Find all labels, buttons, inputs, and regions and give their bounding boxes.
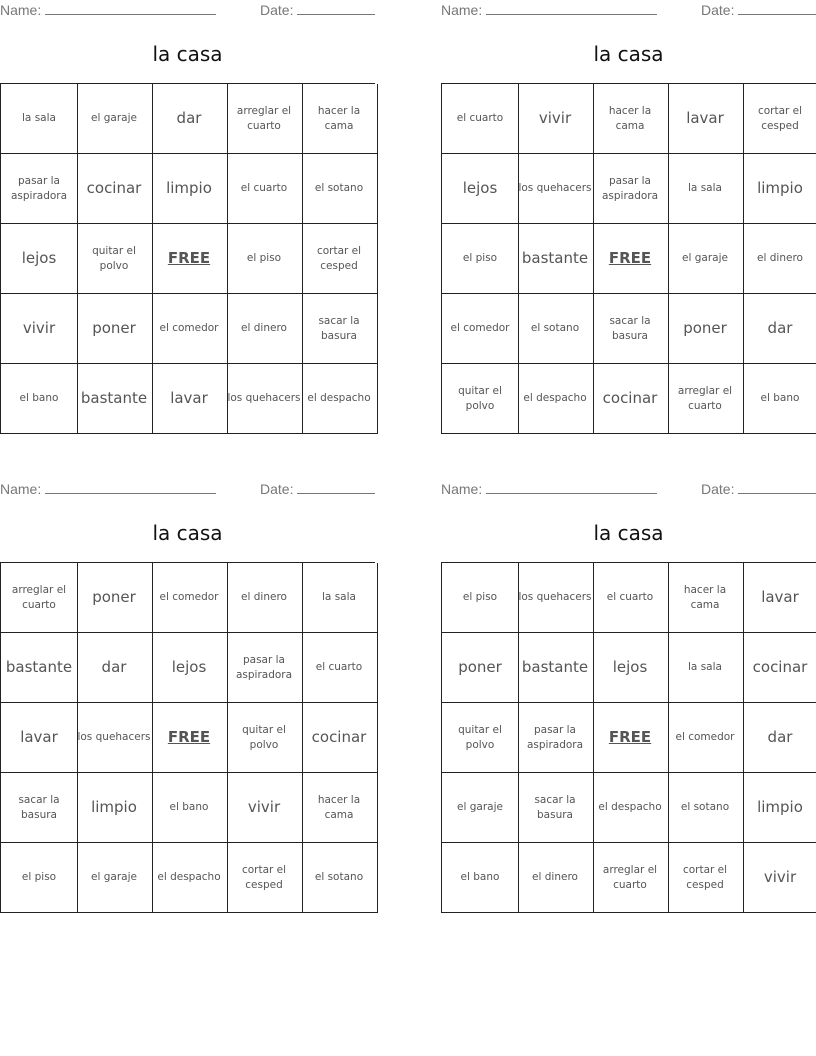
bingo-cell bbox=[1, 563, 78, 633]
free-space bbox=[151, 224, 228, 294]
cell-text: cocinar bbox=[311, 728, 367, 746]
cell-text: el despacho bbox=[523, 392, 587, 404]
bingo-cell bbox=[517, 224, 594, 294]
bingo-card bbox=[0, 479, 375, 919]
cell-text: cortar el cesped bbox=[682, 863, 728, 891]
bingo-cell bbox=[151, 154, 228, 224]
name-label: Name: bbox=[0, 2, 42, 18]
cell-text: el comedor bbox=[159, 322, 219, 334]
bingo-cell bbox=[151, 773, 228, 843]
bingo-cell bbox=[76, 294, 153, 364]
bingo-cell bbox=[667, 773, 744, 843]
bingo-cell bbox=[592, 364, 669, 434]
cell-text: lavar bbox=[761, 588, 799, 606]
cell-text: el dinero bbox=[757, 252, 803, 264]
cell-text: sacar la basura bbox=[534, 793, 576, 821]
cell-text: FREE bbox=[608, 249, 652, 267]
cell-text: el sotano bbox=[314, 182, 364, 194]
bingo-cell bbox=[442, 364, 519, 434]
bingo-cell bbox=[442, 843, 519, 913]
bingo-cell bbox=[301, 84, 378, 154]
cell-text: la sala bbox=[688, 182, 722, 194]
bingo-cell bbox=[151, 294, 228, 364]
cell-text: poner bbox=[92, 588, 136, 606]
cell-text: el comedor bbox=[450, 322, 510, 334]
name-field bbox=[0, 2, 216, 18]
bingo-cell bbox=[1, 633, 78, 703]
bingo-cell bbox=[76, 563, 153, 633]
bingo-cell bbox=[226, 563, 303, 633]
bingo-cell bbox=[1, 154, 78, 224]
bingo-cell bbox=[226, 633, 303, 703]
name-line bbox=[486, 2, 657, 15]
cell-text: quitar el polvo bbox=[242, 723, 286, 751]
cell-text: el garaje bbox=[682, 252, 728, 264]
cell-text: el despacho bbox=[598, 801, 662, 813]
bingo-cell bbox=[667, 703, 744, 773]
cell-text: el garaje bbox=[91, 871, 137, 883]
cell-text: la sala bbox=[688, 661, 722, 673]
cell-text: sacar la basura bbox=[609, 314, 651, 342]
cell-text: vivir bbox=[22, 319, 56, 337]
bingo-card bbox=[0, 0, 375, 440]
bingo-cell bbox=[592, 563, 669, 633]
cell-text: los quehacers bbox=[518, 591, 592, 603]
bingo-cell bbox=[76, 84, 153, 154]
bingo-cell bbox=[151, 633, 228, 703]
cell-text: arreglar el cuarto bbox=[11, 583, 67, 611]
date-label: Date: bbox=[260, 481, 294, 497]
bingo-cell bbox=[151, 843, 228, 913]
bingo-cell bbox=[667, 633, 744, 703]
bingo-cell bbox=[742, 773, 816, 843]
bingo-cell bbox=[442, 84, 519, 154]
bingo-cell bbox=[76, 224, 153, 294]
bingo-cell bbox=[667, 224, 744, 294]
bingo-cell bbox=[76, 154, 153, 224]
bingo-cell bbox=[517, 843, 594, 913]
bingo-cell bbox=[742, 84, 816, 154]
cell-text: pasar la aspiradora bbox=[526, 723, 584, 751]
cell-text: arreglar el cuarto bbox=[677, 384, 733, 412]
cell-text: el piso bbox=[21, 871, 57, 883]
cell-text: el bano bbox=[460, 871, 500, 883]
cell-text: lejos bbox=[171, 658, 207, 676]
cell-text: bastante bbox=[521, 658, 589, 676]
date-line bbox=[297, 2, 375, 15]
bingo-cell bbox=[301, 563, 378, 633]
cell-text: dar bbox=[767, 728, 793, 746]
name-label: Name: bbox=[0, 481, 42, 497]
date-line bbox=[738, 481, 816, 494]
bingo-cell bbox=[226, 84, 303, 154]
cell-text: el piso bbox=[462, 591, 498, 603]
date-line bbox=[738, 2, 816, 15]
name-date-row bbox=[0, 481, 375, 499]
bingo-cell bbox=[742, 224, 816, 294]
bingo-cell bbox=[226, 843, 303, 913]
cell-text: poner bbox=[92, 319, 136, 337]
cell-text: cortar el cesped bbox=[757, 104, 803, 132]
bingo-cell bbox=[1, 843, 78, 913]
bingo-cell bbox=[301, 154, 378, 224]
bingo-cell bbox=[151, 563, 228, 633]
cell-text: cortar el cesped bbox=[316, 244, 362, 272]
bingo-cell bbox=[667, 84, 744, 154]
cell-text: el garaje bbox=[457, 801, 503, 813]
cell-text: el comedor bbox=[159, 591, 219, 603]
bingo-cell bbox=[226, 364, 303, 434]
bingo-grid bbox=[0, 83, 375, 434]
bingo-cell bbox=[301, 224, 378, 294]
bingo-cell bbox=[301, 633, 378, 703]
bingo-cell bbox=[442, 154, 519, 224]
cell-text: arreglar el cuarto bbox=[236, 104, 292, 132]
cell-text: los quehacers bbox=[227, 392, 301, 404]
cell-text: el dinero bbox=[241, 322, 287, 334]
date-field bbox=[701, 481, 816, 497]
cell-text: lavar bbox=[170, 389, 208, 407]
bingo-cell bbox=[667, 843, 744, 913]
cell-text: el cuarto bbox=[315, 661, 363, 673]
cell-text: los quehacers bbox=[77, 731, 151, 743]
bingo-cell bbox=[76, 364, 153, 434]
bingo-cell bbox=[667, 563, 744, 633]
date-field bbox=[260, 2, 375, 18]
cell-text: dar bbox=[101, 658, 127, 676]
cell-text: cocinar bbox=[752, 658, 808, 676]
date-field bbox=[701, 2, 816, 18]
cell-text: limpio bbox=[757, 179, 803, 197]
cell-text: FREE bbox=[167, 249, 211, 267]
bingo-cell bbox=[1, 773, 78, 843]
cell-text: quitar el polvo bbox=[458, 384, 502, 412]
name-line bbox=[45, 2, 216, 15]
cell-text: el bano bbox=[169, 801, 209, 813]
cell-text: cocinar bbox=[602, 389, 658, 407]
cell-text: el piso bbox=[462, 252, 498, 264]
bingo-cell bbox=[226, 154, 303, 224]
cell-text: el cuarto bbox=[606, 591, 654, 603]
bingo-cell bbox=[1, 224, 78, 294]
bingo-cell bbox=[517, 364, 594, 434]
name-field bbox=[0, 481, 216, 497]
bingo-cell bbox=[592, 84, 669, 154]
cell-text: el comedor bbox=[675, 731, 735, 743]
cell-text: el despacho bbox=[307, 392, 371, 404]
cell-text: la sala bbox=[22, 112, 56, 124]
bingo-cell bbox=[226, 224, 303, 294]
cell-text: vivir bbox=[538, 109, 572, 127]
cell-text: hacer la cama bbox=[683, 583, 727, 611]
cell-text: vivir bbox=[247, 798, 281, 816]
bingo-cell bbox=[442, 633, 519, 703]
cell-text: lejos bbox=[612, 658, 648, 676]
date-label: Date: bbox=[701, 2, 735, 18]
cell-text: los quehacers bbox=[518, 182, 592, 194]
bingo-cell bbox=[1, 364, 78, 434]
bingo-cell bbox=[226, 773, 303, 843]
bingo-cell bbox=[151, 364, 228, 434]
cell-text: poner bbox=[683, 319, 727, 337]
bingo-cell bbox=[442, 563, 519, 633]
bingo-cell bbox=[301, 843, 378, 913]
bingo-cell bbox=[592, 773, 669, 843]
bingo-cell bbox=[667, 154, 744, 224]
bingo-cell bbox=[442, 703, 519, 773]
cell-text: bastante bbox=[521, 249, 589, 267]
cell-text: sacar la basura bbox=[18, 793, 60, 821]
cell-text: hacer la cama bbox=[317, 104, 361, 132]
bingo-cell bbox=[517, 703, 594, 773]
bingo-cell bbox=[442, 224, 519, 294]
cell-text: pasar la aspiradora bbox=[10, 174, 68, 202]
bingo-cell bbox=[442, 773, 519, 843]
cell-text: el garaje bbox=[91, 112, 137, 124]
cell-text: sacar la basura bbox=[318, 314, 360, 342]
bingo-cell bbox=[742, 703, 816, 773]
cell-text: hacer la cama bbox=[317, 793, 361, 821]
bingo-cell bbox=[742, 154, 816, 224]
bingo-cell bbox=[742, 633, 816, 703]
cell-text: cortar el cesped bbox=[241, 863, 287, 891]
bingo-cell bbox=[517, 154, 594, 224]
cell-text: limpio bbox=[91, 798, 137, 816]
card-title: la casa bbox=[152, 521, 223, 545]
cell-text: dar bbox=[176, 109, 202, 127]
bingo-grid bbox=[441, 562, 816, 913]
cell-text: limpio bbox=[757, 798, 803, 816]
cell-text: el bano bbox=[760, 392, 800, 404]
bingo-cell bbox=[1, 703, 78, 773]
free-space bbox=[592, 703, 669, 773]
bingo-cell bbox=[76, 773, 153, 843]
name-date-row bbox=[0, 2, 375, 20]
cell-text: dar bbox=[767, 319, 793, 337]
bingo-cell bbox=[517, 294, 594, 364]
cell-text: el dinero bbox=[532, 871, 578, 883]
date-line bbox=[297, 481, 375, 494]
cell-text: el cuarto bbox=[456, 112, 504, 124]
cell-text: hacer la cama bbox=[608, 104, 652, 132]
name-date-row bbox=[441, 2, 816, 20]
cell-text: el sotano bbox=[530, 322, 580, 334]
bingo-cell bbox=[76, 843, 153, 913]
free-space bbox=[592, 224, 669, 294]
cell-text: el despacho bbox=[157, 871, 221, 883]
cell-text: la sala bbox=[322, 591, 356, 603]
cell-text: el dinero bbox=[241, 591, 287, 603]
card-title: la casa bbox=[593, 42, 664, 66]
bingo-cell bbox=[742, 843, 816, 913]
bingo-cell bbox=[76, 633, 153, 703]
bingo-cell bbox=[442, 294, 519, 364]
bingo-grid bbox=[0, 562, 375, 913]
name-date-row bbox=[441, 481, 816, 499]
cell-text: el bano bbox=[19, 392, 59, 404]
name-line bbox=[486, 481, 657, 494]
name-label: Name: bbox=[441, 481, 483, 497]
name-field bbox=[441, 481, 657, 497]
bingo-cell bbox=[517, 563, 594, 633]
name-field bbox=[441, 2, 657, 18]
cell-text: cocinar bbox=[86, 179, 142, 197]
cell-text: bastante bbox=[5, 658, 73, 676]
cell-text: quitar el polvo bbox=[92, 244, 136, 272]
cell-text: pasar la aspiradora bbox=[601, 174, 659, 202]
card-title: la casa bbox=[152, 42, 223, 66]
bingo-cell bbox=[592, 633, 669, 703]
free-space bbox=[151, 703, 228, 773]
bingo-cell bbox=[667, 364, 744, 434]
bingo-cell bbox=[301, 773, 378, 843]
date-label: Date: bbox=[260, 2, 294, 18]
bingo-cell bbox=[517, 84, 594, 154]
cell-text: FREE bbox=[167, 728, 211, 746]
cell-text: limpio bbox=[166, 179, 212, 197]
cell-text: lavar bbox=[686, 109, 724, 127]
bingo-cell bbox=[667, 294, 744, 364]
bingo-cell bbox=[151, 84, 228, 154]
bingo-card bbox=[441, 479, 816, 919]
cell-text: el piso bbox=[246, 252, 282, 264]
date-label: Date: bbox=[701, 481, 735, 497]
bingo-cell bbox=[1, 84, 78, 154]
cell-text: el cuarto bbox=[240, 182, 288, 194]
bingo-cell bbox=[517, 633, 594, 703]
bingo-cell bbox=[592, 843, 669, 913]
cell-text: FREE bbox=[608, 728, 652, 746]
bingo-cell bbox=[226, 294, 303, 364]
cell-text: lejos bbox=[462, 179, 498, 197]
name-label: Name: bbox=[441, 2, 483, 18]
bingo-cell bbox=[301, 703, 378, 773]
bingo-cell bbox=[301, 294, 378, 364]
cell-text: lejos bbox=[21, 249, 57, 267]
bingo-card bbox=[441, 0, 816, 440]
bingo-cell bbox=[226, 703, 303, 773]
bingo-cell bbox=[742, 563, 816, 633]
cell-text: poner bbox=[458, 658, 502, 676]
name-line bbox=[45, 481, 216, 494]
card-title: la casa bbox=[593, 521, 664, 545]
bingo-cell bbox=[592, 154, 669, 224]
bingo-cell bbox=[742, 294, 816, 364]
date-field bbox=[260, 481, 375, 497]
bingo-cell bbox=[1, 294, 78, 364]
cell-text: el sotano bbox=[314, 871, 364, 883]
cell-text: bastante bbox=[80, 389, 148, 407]
cell-text: lavar bbox=[20, 728, 58, 746]
bingo-grid bbox=[441, 83, 816, 434]
bingo-cell bbox=[76, 703, 153, 773]
bingo-cell bbox=[742, 364, 816, 434]
bingo-cell bbox=[301, 364, 378, 434]
cell-text: quitar el polvo bbox=[458, 723, 502, 751]
cell-text: pasar la aspiradora bbox=[235, 653, 293, 681]
cell-text: arreglar el cuarto bbox=[602, 863, 658, 891]
cell-text: vivir bbox=[763, 868, 797, 886]
bingo-cell bbox=[517, 773, 594, 843]
bingo-cell bbox=[592, 294, 669, 364]
cell-text: el sotano bbox=[680, 801, 730, 813]
